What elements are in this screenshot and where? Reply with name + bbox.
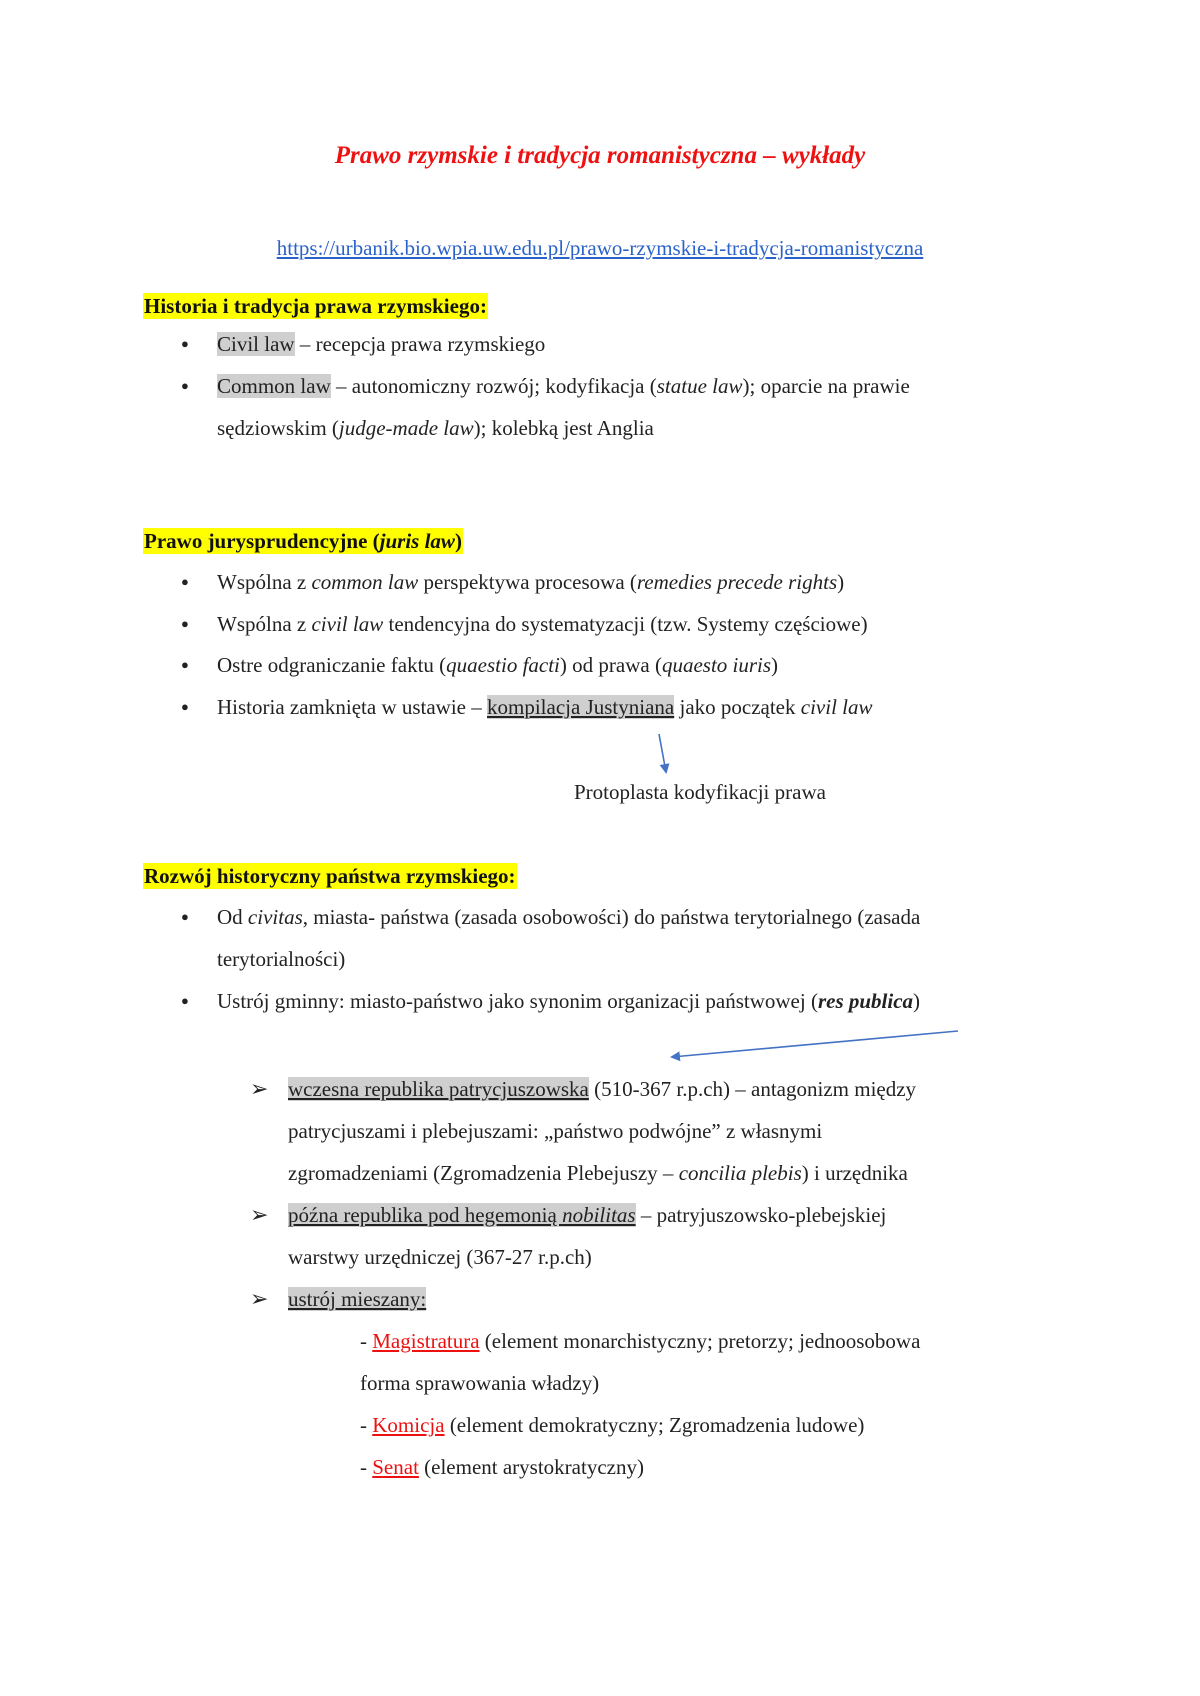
list-item-civitas: Od civitas, miasta- państwa (zasada osobowości) do państwa terytorialnego (zasada xyxy=(217,905,921,929)
subitem-magistratura-cont: forma sprawowania władzy) xyxy=(360,1371,600,1395)
arrowhead-bullet-icon: ➢ xyxy=(250,1286,269,1311)
term-justinian: kompilacja Justyniana xyxy=(487,695,675,719)
list-item-common-law: Common law – autonomiczny rozwój; kodyfikacja (statue law); oparcie na prawie xyxy=(217,374,910,398)
subitem-senat: - Senat (element arystokratyczny) xyxy=(360,1455,644,1479)
arrow-pointer-icon xyxy=(672,1031,958,1057)
list-item-civil-law: Civil law – recepcja prawa rzymskiego xyxy=(217,332,546,356)
bullet-dot-icon: ● xyxy=(181,657,189,672)
bullet-dot-icon: ● xyxy=(181,336,189,351)
bullet-dot-icon: ● xyxy=(181,378,189,393)
term-mixed-system: ustrój mieszany: xyxy=(288,1287,427,1311)
list-item-civil-systematization: Wspólna z civil law tendencyjna do systematyzacji (tzw. Systemy częściowe) xyxy=(217,612,868,636)
section-heading-state: Rozwój historyczny państwa rzymskiego: xyxy=(144,864,516,888)
list-item-fact-law: Ostre odgraniczanie faktu (quaestio facti) od prawa (quaesto iuris) xyxy=(217,653,779,677)
sublist-item-early-republic: wczesna republika patrycjuszowska (510-367 r.p.ch) – antagonizm między xyxy=(288,1077,917,1101)
sublist-item-late-republic: późna republika pod hegemonią nobilitas – patryjuszowsko-plebejskiej xyxy=(288,1203,887,1227)
list-item-justinian: Historia zamknięta w ustawie – kompilacja Justyniana jako początek civil law xyxy=(217,695,873,719)
annotation-note: Protoplasta kodyfikacji prawa xyxy=(574,780,826,804)
bullet-dot-icon: ● xyxy=(181,993,189,1008)
subitem-komicja: - Komicja (element demokratyczny; Zgromadzenia ludowe) xyxy=(360,1413,865,1437)
sublist-item-late-republic-cont: warstwy urzędniczej (367-27 r.p.ch) xyxy=(288,1245,592,1269)
sublist-item-early-republic-cont2: zgromadzeniami (Zgromadzenia Plebejuszy – concilia plebis) i urzędnika xyxy=(288,1161,908,1185)
term-early-republic: wczesna republika patrycjuszowska xyxy=(288,1077,589,1101)
sublist-item-early-republic-cont1: patrycjuszami i plebejuszami: „państwo podwójne” z własnymi xyxy=(288,1119,823,1143)
document-title: Prawo rzymskie i tradycja romanistyczna – wykłady xyxy=(334,142,866,169)
list-item-res-publica: Ustrój gminny: miasto-państwo jako synonim organizacji państwowej (res publica) xyxy=(217,989,921,1013)
term-civil-law: Civil law xyxy=(217,332,295,356)
source-link[interactable]: https://urbanik.bio.wpia.uw.edu.pl/prawo-rzymskie-i-tradycja-romanistyczna xyxy=(276,236,924,260)
bullet-dot-icon: ● xyxy=(181,909,189,924)
list-item-common-law-cont: sędziowskim (judge-made law); kolebką jest Anglia xyxy=(217,416,654,440)
arrowhead-bullet-icon: ➢ xyxy=(250,1076,269,1101)
section-heading-history: Historia i tradycja prawa rzymskiego: xyxy=(144,294,487,318)
bullet-dot-icon: ● xyxy=(181,699,189,714)
list-item-civitas-cont: terytorialności) xyxy=(217,947,346,971)
arrow-pointer-icon xyxy=(659,734,666,772)
bullet-dot-icon: ● xyxy=(181,616,189,631)
bullet-dot-icon: ● xyxy=(181,574,189,589)
list-item-common-perspective: Wspólna z common law perspektywa procesowa (remedies precede rights) xyxy=(217,570,845,594)
section-heading-juris: Prawo jurysprudencyjne (juris law) xyxy=(144,529,462,553)
term-common-law: Common law xyxy=(217,374,331,398)
subitem-magistratura: - Magistratura (element monarchistyczny; pretorzy; jednoosobowa xyxy=(360,1329,921,1353)
arrowhead-bullet-icon: ➢ xyxy=(250,1202,269,1227)
term-late-republic: późna republika pod hegemonią nobilitas xyxy=(288,1203,636,1227)
